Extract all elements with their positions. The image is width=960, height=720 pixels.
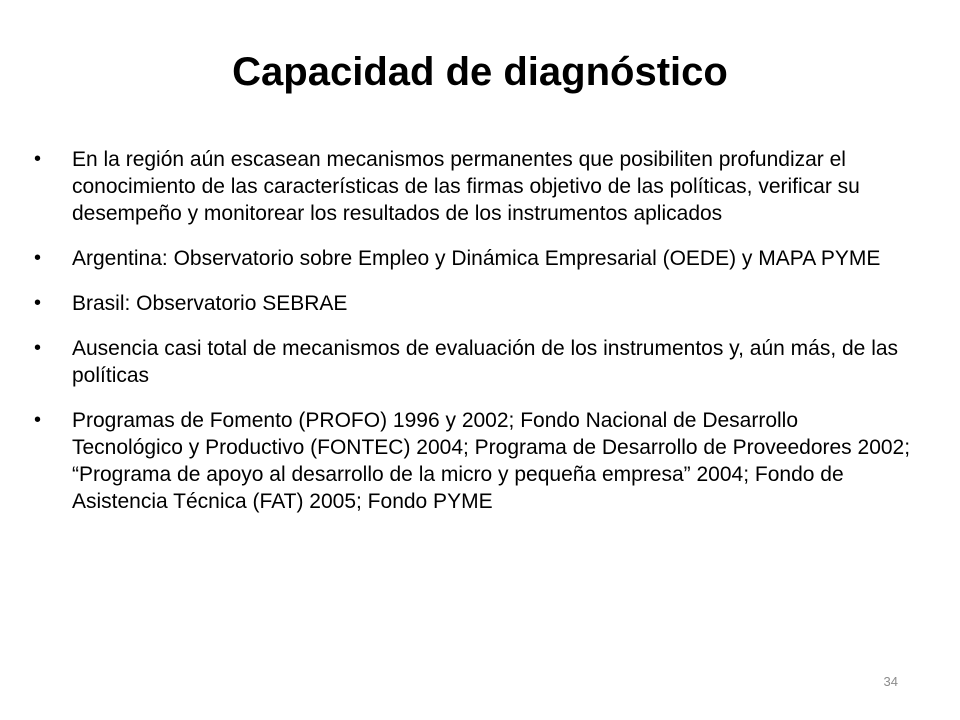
bullet-icon: • [34,148,42,170]
bullet-text: Ausencia casi total de mecanismos de evaluación de los instrumentos y, aún más, de las políticas [72,337,899,387]
bullet-icon: • [34,247,42,269]
bullet-text: En la región aún escasean mecanismos permanentes que posibiliten profundizar el conocimiento de las características de las firmas objetivo de las políticas, verificar su desempeño y monitorear los resultados de los instrumentos aplicados [72,148,860,225]
slide-title: Capacidad de diagnóstico [232,50,728,94]
bullet-item [34,407,914,515]
bullet-text: Programas de Fomento (PROFO) 1996 y 2002; Fondo Nacional de Desarrollo Tecnológico y Productivo (FONTEC) 2004; Programa de Desarrollo de Proveedores 2002; “Programa de apoyo al desarrollo de la micro y pequeña empresa” 2004; Fondo de Asistencia Técnica (FAT) 2005; Fondo PYME [72,409,911,513]
bullet-text: Argentina: Observatorio sobre Empleo y Dinámica Empresarial (OEDE) y MAPA PYME [72,247,881,270]
page-number: 34 [883,674,898,689]
bullet-item [34,245,914,272]
bullet-icon: • [34,292,42,314]
bullet-icon: • [34,337,42,359]
bullet-text: Brasil: Observatorio SEBRAE [72,292,348,315]
bullet-icon: • [34,409,42,431]
bullet-item [34,146,914,227]
bullet-item [34,335,914,389]
bullet-item [34,290,914,317]
bullet-list [34,146,914,533]
